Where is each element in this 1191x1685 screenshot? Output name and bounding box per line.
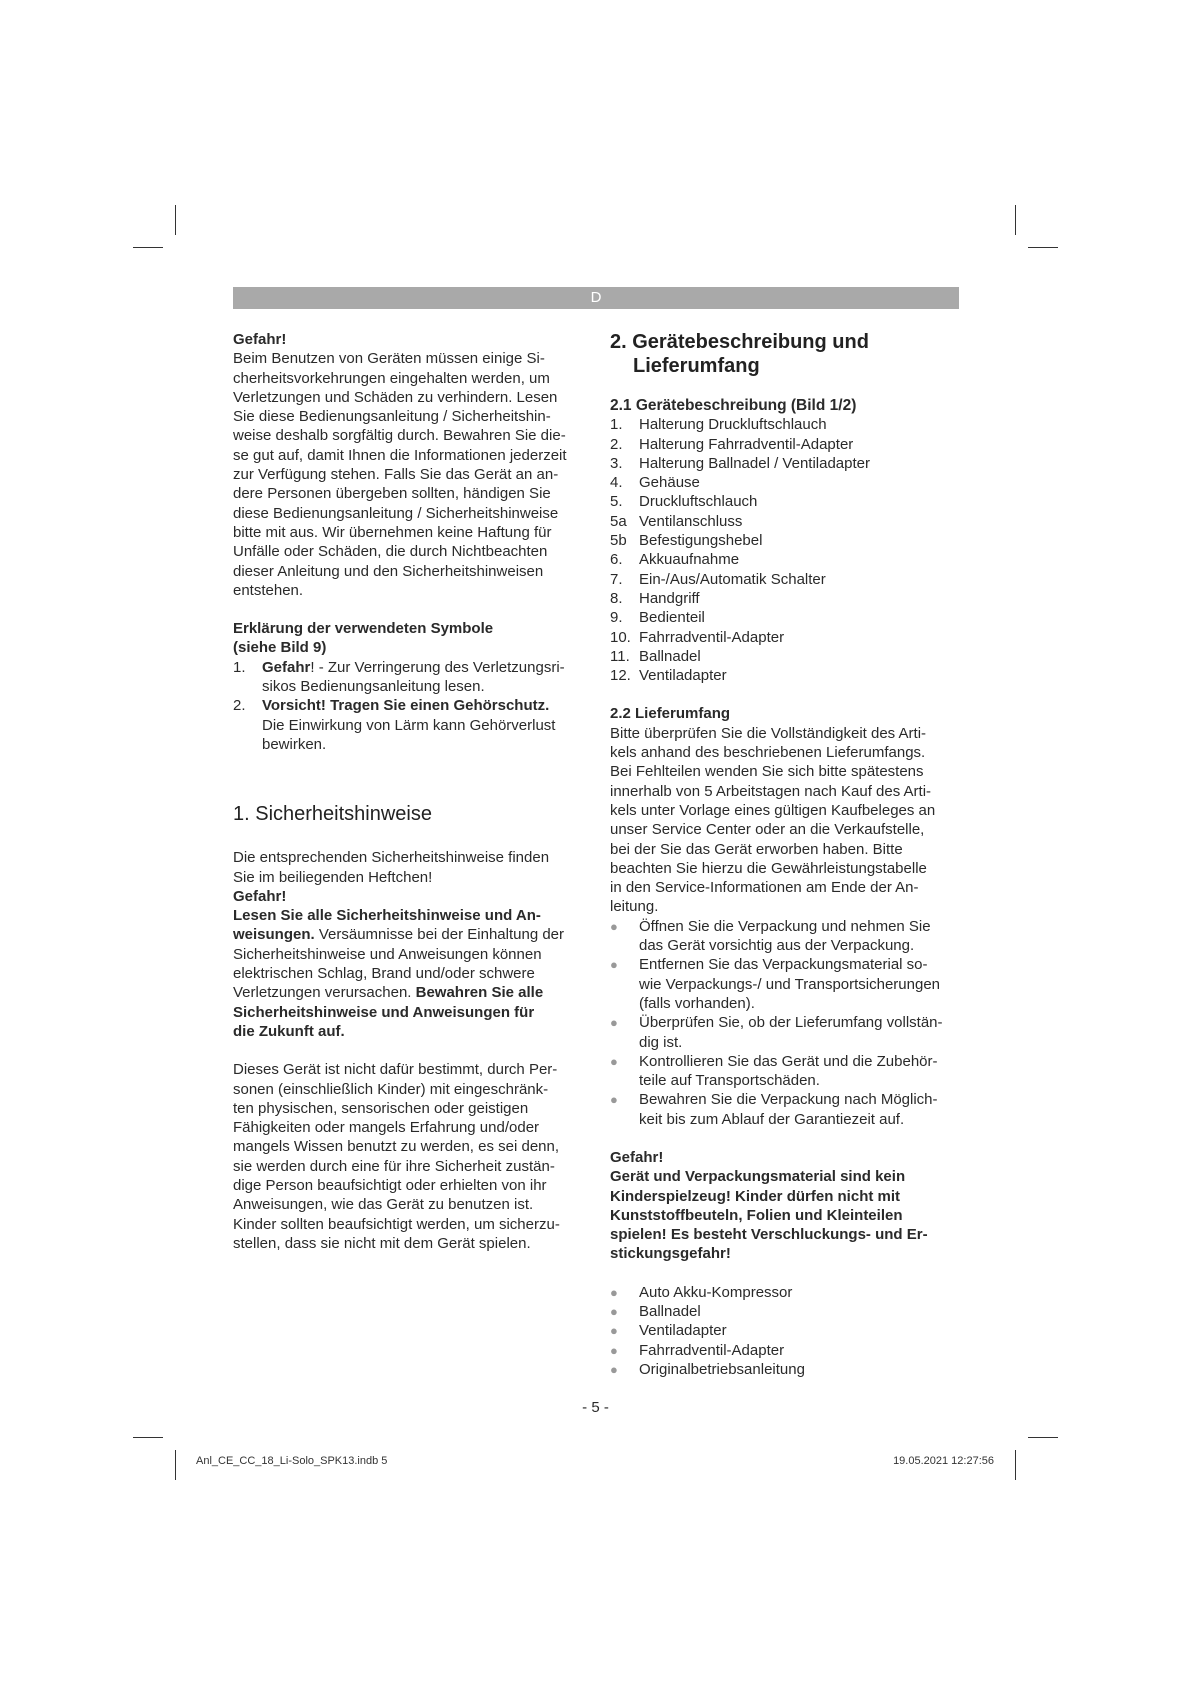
bullet-icon: ● [610,957,618,973]
footer-timestamp: 19.05.2021 12:27:56 [893,1455,994,1467]
item-number: 1. [610,416,623,434]
danger-title: Gefahr! [233,331,287,348]
item-label: Akkuaufnahme [639,551,740,569]
bullet-item [610,917,960,956]
list-item [610,628,960,647]
crop-mark [175,205,176,235]
text-line: elektrischen Schlag, Brand und/oder schwere [233,965,535,983]
symbols-title: Erklärung der verwendeten Symbole [233,620,494,638]
list-item [610,666,960,685]
list-item [610,435,960,454]
danger-paragraph [233,349,585,600]
text-line: dige Person beaufsichtigt oder erhielten von ihr [233,1176,547,1194]
item-label: Ventilanschluss [639,512,743,530]
bullet-item [610,1321,960,1340]
item-number: 4. [610,474,623,492]
bullet-icon: ● [610,1053,618,1069]
item-number: 12. [610,667,631,685]
text-line: Kinder sollten beaufsichtigt werden, um sicherzu- [233,1215,560,1233]
text-line: Sie diese Bedienungsanleitung / Sicherheitshin- [233,408,551,426]
safety-bold-line: Lesen Sie alle Sicherheitshinweise und An- [233,907,541,925]
text-line: ten physischen, sensorischen oder geistigen [233,1099,529,1117]
text-line: bitte mit aus. Wir übernehmen keine Haftung für [233,523,552,541]
text-line: cherheitsvorkehrungen eingehalten werden, um [233,369,550,387]
section-2-1-title: 2.1 Gerätebeschreibung (Bild 1/2) [610,397,857,414]
item-label: Ballnadel [639,647,701,665]
text-line: dieser Anleitung und den Sicherheitshinweisen [233,562,544,580]
bullet-text: Auto Akku-Kompressor [639,1283,793,1301]
bullet-text: wie Verpackungs-/ und Transportsicherungen [639,975,941,993]
delivery-checklist [610,917,960,1129]
safety-line: Verletzungen verursachen. Bewahren Sie alle [233,984,544,1002]
bullet-icon: ● [610,918,618,934]
bullet-text: Öffnen Sie die Verpackung und nehmen Sie [639,917,931,935]
crop-mark [1028,247,1058,248]
symbols-subtitle: (siehe Bild 9) [233,639,327,657]
text-line: beachten Sie hierzu die Gewährleistungstabelle [610,859,927,877]
crop-mark [133,1437,163,1438]
item-label: Fahrradventil-Adapter [639,628,785,646]
bullet-icon: ● [610,1015,618,1031]
item-label: Druckluftschlauch [639,493,758,511]
list-item [610,454,960,473]
text-line: Sie im beiliegenden Heftchen! [233,868,433,886]
item-number: 5a [610,512,627,530]
page-number: - 5 - [582,1399,609,1416]
text-line: bei der Sie das Gerät erworben haben. Bitte [610,840,903,858]
list-item: 2. Vorsicht! Tragen Sie einen Gehörschutz. Die Einwirkung von Lärm kann Gehörverlust bewirken. [233,697,556,753]
crop-mark [1015,205,1016,235]
list-item [610,608,960,627]
crop-mark [175,1450,176,1480]
text-line: in den Service-Informationen am Ende der An- [610,879,919,897]
safety-danger-title: Gefahr! [233,887,287,905]
item-label: Handgriff [639,589,700,607]
danger-title-2: Gefahr! [610,1148,664,1166]
text-line: Bei Fehlteilen wenden Sie sich bitte spätestens [610,763,924,781]
text-line: Kinderspielzeug! Kinder dürfen nicht mit [610,1187,901,1205]
bullet-icon: ● [610,1323,618,1339]
text-line: spielen! Es besteht Verschluckungs- und Er- [610,1226,928,1244]
item-number: 11. [610,647,630,665]
text-line: sie werden durch eine für ihre Sicherheit zustän- [233,1157,555,1175]
text-line: Dieses Gerät ist nicht dafür bestimmt, durch Per- [233,1061,558,1079]
section-2-2-title: 2.2 Lieferumfang [610,705,731,723]
item-label: Ein-/Aus/Automatik Schalter [639,570,826,588]
item-label: Ventiladapter [639,667,727,685]
list-item [610,492,960,511]
safety-paragraph-2 [233,1060,585,1253]
safety-text [233,945,585,984]
bullet-text: Kontrollieren Sie das Gerät und die Zubehör- [639,1052,938,1070]
section-2-title: 2. Gerätebeschreibung und [610,331,869,353]
bullet-text: Entfernen Sie das Verpackungsmaterial so- [639,956,928,974]
item-number: 6. [610,551,623,569]
list-item [610,589,960,608]
text-line: Unfälle oder Schäden, die durch Nichtbeachten [233,543,548,561]
list-item [610,512,960,531]
bullet-item [610,1052,960,1091]
safety-bold-line: Sicherheitshinweise und Anweisungen für [233,1003,535,1021]
text-line: stellen, dass sie nicht mit dem Gerät spielen. [233,1234,531,1252]
text-line: Kunststoffbeuteln, Folien und Kleinteilen [610,1206,903,1224]
text-line: innerhalb von 5 Arbeitstagen nach Kauf des Arti- [610,782,932,800]
bullet-icon: ● [610,1342,618,1358]
bullet-item [610,1090,960,1129]
text-line: Fähigkeiten oder mangels Erfahrung und/oder [233,1119,540,1137]
item-label: Befestigungshebel [639,532,763,550]
item-number: 8. [610,589,623,607]
item-number: 5. [610,493,623,511]
bullet-text: keit bis zum Ablauf der Garantiezeit auf. [639,1110,905,1128]
left-column [233,330,585,1253]
bullet-text: Überprüfen Sie, ob der Lieferumfang vollstän- [639,1014,943,1032]
bullet-text: Ventiladapter [639,1322,727,1340]
symbols-list [233,658,585,754]
text-line: Beim Benutzen von Geräten müssen einige Si- [233,350,545,368]
safety-bold-line: die Zukunft auf. [233,1022,345,1040]
bullet-text: Fahrradventil-Adapter [639,1341,785,1359]
text-line: zur Verfügung stehen. Falls Sie das Gerät an an- [233,466,559,484]
section-1-title: 1. Sicherheitshinweise [233,803,432,826]
footer-filename: Anl_CE_CC_18_Li-Solo_SPK13.indb 5 [196,1455,388,1467]
list-item [610,550,960,569]
item-number: 3. [610,454,623,472]
bullet-icon: ● [610,1304,618,1320]
bullet-item [610,1341,960,1360]
list-item [610,473,960,492]
language-header-bar [233,287,959,309]
text-line: kels anhand des beschriebenen Lieferumfangs. [610,744,926,762]
bullet-icon: ● [610,1092,618,1108]
crop-mark [1015,1450,1016,1480]
bullet-item [610,1013,960,1052]
item-label: Halterung Ballnadel / Ventiladapter [639,454,870,472]
right-column [610,330,960,1379]
text-line: stickungsgefahr! [610,1245,731,1263]
safety-intro [233,848,585,887]
text-line: Sicherheitshinweise und Anweisungen können [233,945,542,963]
list-item: 1. Gefahr! - Zur Verringerung des Verletzungsri- sikos Bedienungsanleitung lesen. [233,658,565,696]
list-item [610,647,960,666]
text-line: Verletzungen und Schäden zu verhindern. Lesen [233,388,558,406]
text-line: se gut auf, damit Ihnen die Informationen jederzeit [233,446,567,464]
item-number: 10. [610,628,631,646]
text-line: Die entsprechenden Sicherheitshinweise finden [233,849,550,867]
contents-list [610,1283,960,1379]
item-number: 9. [610,609,623,627]
bullet-item [610,955,960,1013]
bullet-text: dig ist. [639,1033,683,1051]
bullet-icon: ● [610,1284,618,1300]
item-label: Bedienteil [639,609,705,627]
text-line: weise deshalb sorgfältig durch. Bewahren Sie die- [233,427,566,445]
text-line: dere Personen übergeben sollten, händigen Sie [233,485,551,503]
text-line: mangels Wissen benutzt zu werden, es sei denn, [233,1138,560,1156]
bullet-item [610,1302,960,1321]
item-number: 2. [610,435,623,453]
language-code: D [590,289,602,306]
item-number: 7. [610,570,623,588]
text-line: Anweisungen, wie das Gerät zu benutzen ist. [233,1196,534,1214]
crop-mark [133,247,163,248]
text-line: entstehen. [233,581,304,599]
text-line: Bitte überprüfen Sie die Vollständigkeit des Arti- [610,724,927,742]
text-line: kels unter Vorlage eines gültigen Kaufbeleges an [610,801,936,819]
bullet-item [610,1283,960,1302]
bullet-text: (falls vorhanden). [639,994,755,1012]
bullet-text: Bewahren Sie die Verpackung nach Möglich- [639,1091,938,1109]
item-label: Halterung Druckluftschlauch [639,416,827,434]
parts-list [610,415,960,685]
text-line: sonen (einschließlich Kinder) mit eingeschränk- [233,1080,549,1098]
list-item [610,415,960,434]
bullet-text: das Gerät vorsichtig aus der Verpackung. [639,937,915,955]
section-2-title-cont: Lieferumfang [633,355,760,377]
bullet-text: teile auf Transportschäden. [639,1072,820,1090]
text-line: Gerät und Verpackungsmaterial sind kein [610,1168,906,1186]
item-label: Gehäuse [639,474,700,492]
list-item [610,570,960,589]
delivery-paragraph [610,724,960,917]
bullet-text: Ballnadel [639,1303,701,1321]
item-number: 5b [610,532,627,550]
safety-line: weisungen. Versäumnisse bei der Einhaltung der [233,926,565,944]
text-line: leitung. [610,898,659,916]
item-label: Halterung Fahrradventil-Adapter [639,435,854,453]
crop-mark [1028,1437,1058,1438]
bullet-item [610,1360,960,1379]
text-line: diese Bedienungsanleitung / Sicherheitshinweise [233,504,559,522]
list-item [610,531,960,550]
bullet-text: Originalbetriebsanleitung [639,1360,805,1378]
bullet-icon: ● [610,1361,618,1377]
text-line: unser Service Center oder an die Verkaufstelle, [610,821,925,839]
danger-paragraph-2 [610,1167,960,1263]
